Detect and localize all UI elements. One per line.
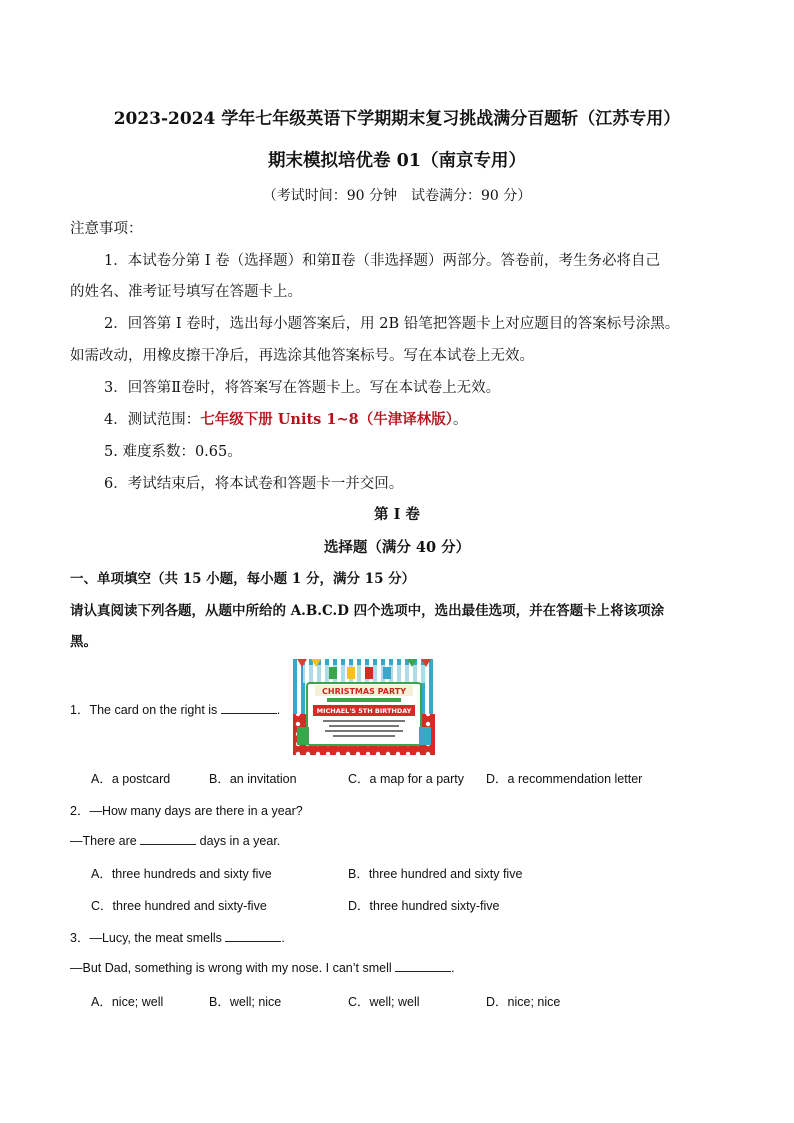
q1-option-d[interactable]: D．a recommendation letter — [486, 772, 643, 786]
volume-heading: 第 I 卷 — [374, 506, 420, 523]
q1-option-a[interactable]: A．a postcard — [91, 772, 171, 786]
part-heading: 选择题（满分 40 分） — [323, 539, 471, 556]
note-2a: 2．回答第 I 卷时，选出每小题答案后，用 2B 铅笔把答题卡上对应题目的答案标号涂黑。 — [104, 316, 680, 332]
note-5: 5. 难度系数：0.65。 — [104, 444, 242, 460]
question-1-text: 1．The card on the right is — [70, 703, 218, 717]
question-3-line-2-pre: —But Dad, something is wrong with my nose. I can’t smell — [70, 961, 392, 975]
q1-option-b[interactable]: B．an invitation — [209, 772, 297, 786]
question-3-post: . — [281, 931, 285, 945]
q3-option-c[interactable]: C．well; well — [348, 995, 420, 1009]
question-2-pre: —There are — [70, 834, 137, 848]
question-3-line-1 — [70, 928, 285, 946]
instruction-line-a: 请认真阅读下列各题，从题中所给的 A.B.C.D 四个选项中，选出最佳选项，并在答题卡上将该项涂 — [70, 603, 665, 619]
card-subtitle: MICHAEL'S 5TH BIRTHDAY — [316, 707, 412, 715]
answer-blank[interactable] — [395, 960, 451, 972]
q3-option-d[interactable]: D．nice; nice — [486, 995, 561, 1009]
q3-option-a[interactable]: A．nice; well — [91, 995, 164, 1009]
note-2b: 如需改动，用橡皮擦干净后，再选涂其他答案标号。写在本试卷上无效。 — [70, 348, 534, 364]
answer-blank[interactable] — [225, 930, 281, 942]
exam-title: 2023-2024 学年七年级英语下学期期末复习挑战满分百题斩（江苏专用） — [113, 109, 681, 129]
note-3: 3．回答第Ⅱ卷时，将答案写在答题卡上。写在本试卷上无效。 — [104, 380, 501, 396]
exam-subtitle: 期末模拟培优卷 01（南京专用） — [268, 151, 526, 171]
q2-option-b[interactable]: B．three hundred and sixty five — [348, 867, 523, 881]
note-1b: 的姓名、准考证号填写在答题卡上。 — [70, 284, 302, 300]
q1-option-c[interactable]: C．a map for a party — [348, 772, 465, 786]
q2-option-d[interactable]: D．three hundred sixty-five — [348, 899, 500, 913]
q2-option-c[interactable]: C．three hundred and sixty-five — [91, 899, 267, 913]
note-4-highlight: 七年级下册 Units 1~8（牛津译林版） — [200, 411, 453, 428]
christmas-card-image — [293, 659, 435, 755]
question-2-line-2 — [70, 833, 280, 848]
question-2-post: days in a year. — [199, 834, 281, 848]
q3-option-b[interactable]: B．well; nice — [209, 995, 282, 1009]
instruction-line-b: 黑。 — [70, 634, 97, 650]
note-4-suffix: 。 — [452, 412, 468, 428]
notes-heading: 注意事项： — [70, 221, 143, 237]
question-2-line-1: 2．—How many days are there in a year? — [70, 804, 303, 818]
question-1-stem — [70, 700, 280, 718]
question-1-text-end: . — [276, 703, 281, 717]
note-4 — [104, 408, 467, 429]
question-3-line-2-post: . — [451, 961, 455, 975]
exam-info: （考试时间：90 分钟 试卷满分：90 分） — [262, 188, 532, 204]
note-6: 6．考试结束后，将本试卷和答题卡一并交回。 — [104, 476, 404, 492]
q2-option-a[interactable]: A．three hundreds and sixty five — [91, 867, 272, 881]
answer-blank[interactable] — [221, 702, 277, 714]
card-title: CHRISTMAS PARTY — [322, 687, 406, 696]
note-4-prefix: 4．测试范围： — [104, 412, 201, 428]
question-3-line-2 — [70, 960, 455, 975]
answer-blank[interactable] — [140, 833, 196, 845]
part1-title: 一、单项填空（共 15 小题，每小题 1 分，满分 15 分） — [70, 571, 416, 587]
question-3-pre: 3．—Lucy, the meat smells — [70, 931, 222, 945]
note-1a: 1．本试卷分第 I 卷（选择题）和第Ⅱ卷（非选择题）两部分。答卷前，考生务必将自己 — [104, 253, 661, 269]
